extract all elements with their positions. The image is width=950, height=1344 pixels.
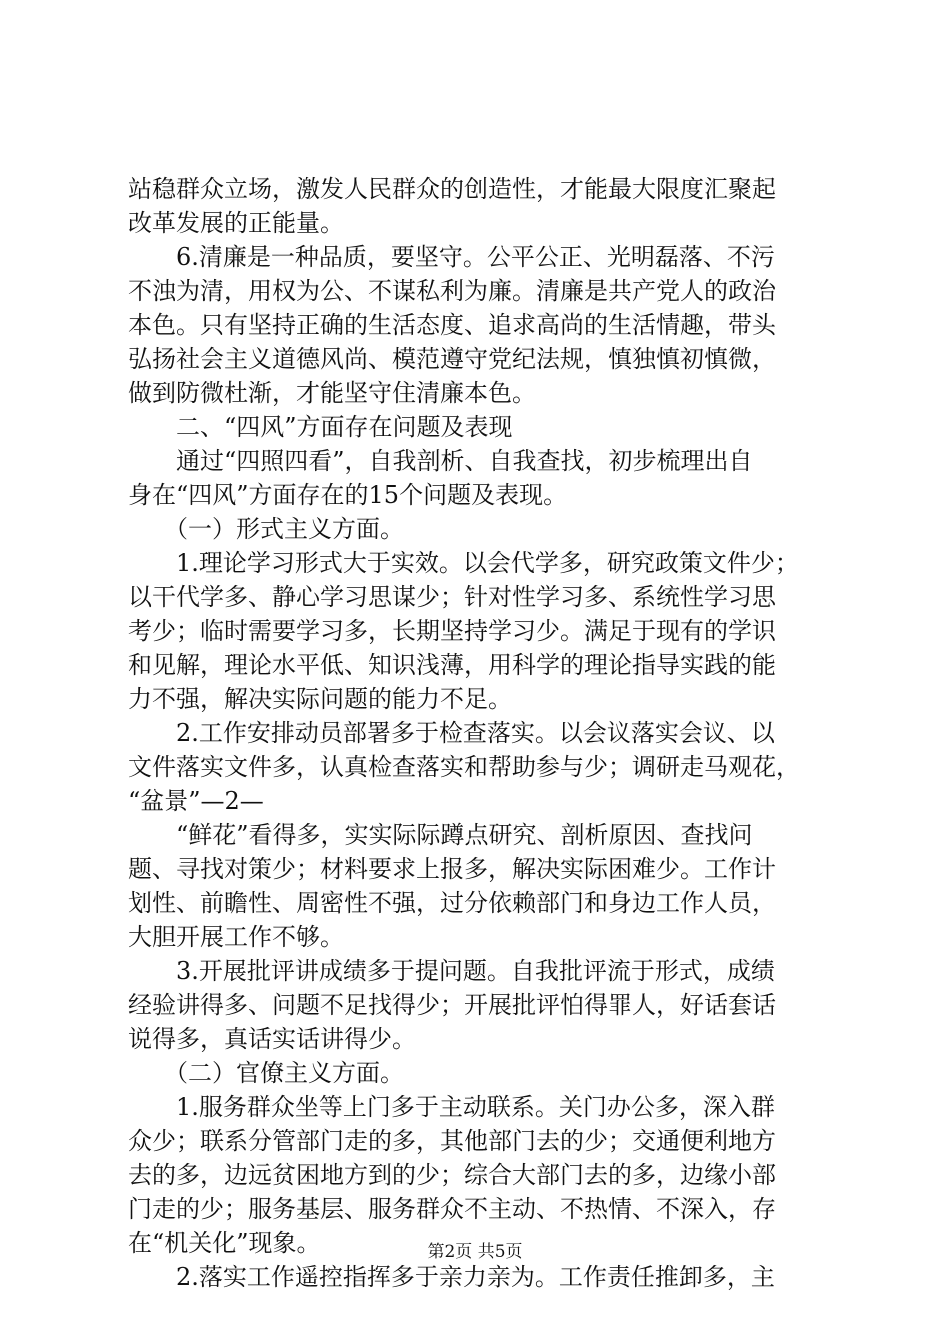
text-line: 弘扬社会主义道德风尚、模范遵守党纪法规，慎独慎初慎微，: [128, 345, 776, 373]
text-line: 2.落实工作遥控指挥多于亲力亲为。工作责任推卸多，主: [128, 1263, 775, 1291]
document-body: [128, 172, 844, 1294]
subsection-heading: （一）形式主义方面。: [128, 515, 404, 543]
text-line: 去的多，边远贫困地方到的少；综合大部门去的多，边缘小部: [128, 1161, 776, 1189]
text-line: 文件落实文件多，认真检查落实和帮助参与少；调研走马观花，: [128, 753, 800, 781]
text-line: “鲜花”看得多，实实际际蹲点研究、剖析原因、查找问: [128, 821, 753, 849]
text-line: 3.开展批评讲成绩多于提问题。自我批评流于形式，成绩: [128, 957, 775, 985]
text-line: “盆景”—2—: [128, 787, 264, 815]
text-line: 门走的少；服务基层、服务群众不主动、不热情、不深入，存: [128, 1195, 776, 1223]
text-line: 和见解，理论水平低、知识浅薄，用科学的理论指导实践的能: [128, 651, 776, 679]
section-heading: 二、“四风”方面存在问题及表现: [128, 413, 513, 441]
text-line: 本色。只有坚持正确的生活态度、追求高尚的生活情趣，带头: [128, 311, 776, 339]
page-number-footer: 第2页 共5页: [427, 1242, 523, 1262]
text-line: 做到防微杜渐，才能坚守住清廉本色。: [128, 379, 536, 407]
text-line: 说得多，真话实话讲得少。: [128, 1025, 416, 1053]
text-line: 1.服务群众坐等上门多于主动联系。关门办公多，深入群: [128, 1093, 775, 1121]
text-line: 1.理论学习形式大于实效。以会代学多，研究政策文件少；: [128, 549, 799, 577]
text-line: 力不强，解决实际问题的能力不足。: [128, 685, 512, 713]
text-line: 6.清廉是一种品质，要坚守。公平公正、光明磊落、不污: [128, 243, 775, 271]
text-line: 众少；联系分管部门走的多，其他部门去的少；交通便利地方: [128, 1127, 776, 1155]
text-line: 题、寻找对策少；材料要求上报多，解决实际困难少。工作计: [128, 855, 776, 883]
text-line: 2.工作安排动员部署多于检查落实。以会议落实会议、以: [128, 719, 775, 747]
text-line: 不浊为清，用权为公、不谋私利为廉。清廉是共产党人的政治: [128, 277, 776, 305]
text-line: 经验讲得多、问题不足找得少；开展批评怕得罪人，好话套话: [128, 991, 776, 1019]
text-line: 改革发展的正能量。: [128, 209, 344, 237]
text-line: 考少；临时需要学习多，长期坚持学习少。满足于现有的学识: [128, 617, 776, 645]
text-line: 站稳群众立场，激发人民群众的创造性，才能最大限度汇聚起: [128, 175, 776, 203]
text-line: 在“机关化”现象。: [128, 1229, 321, 1257]
text-line: 以干代学多、静心学习思谋少；针对性学习多、系统性学习思: [128, 583, 776, 611]
text-line: 划性、前瞻性、周密性不强，过分依赖部门和身边工作人员，: [128, 889, 776, 917]
subsection-heading: （二）官僚主义方面。: [128, 1059, 404, 1087]
text-line: 大胆开展工作不够。: [128, 923, 344, 951]
text-line: 身在“四风”方面存在的15个问题及表现。: [128, 481, 568, 509]
text-line: 通过“四照四看”，自我剖析、自我查找，初步梳理出自: [128, 447, 753, 475]
